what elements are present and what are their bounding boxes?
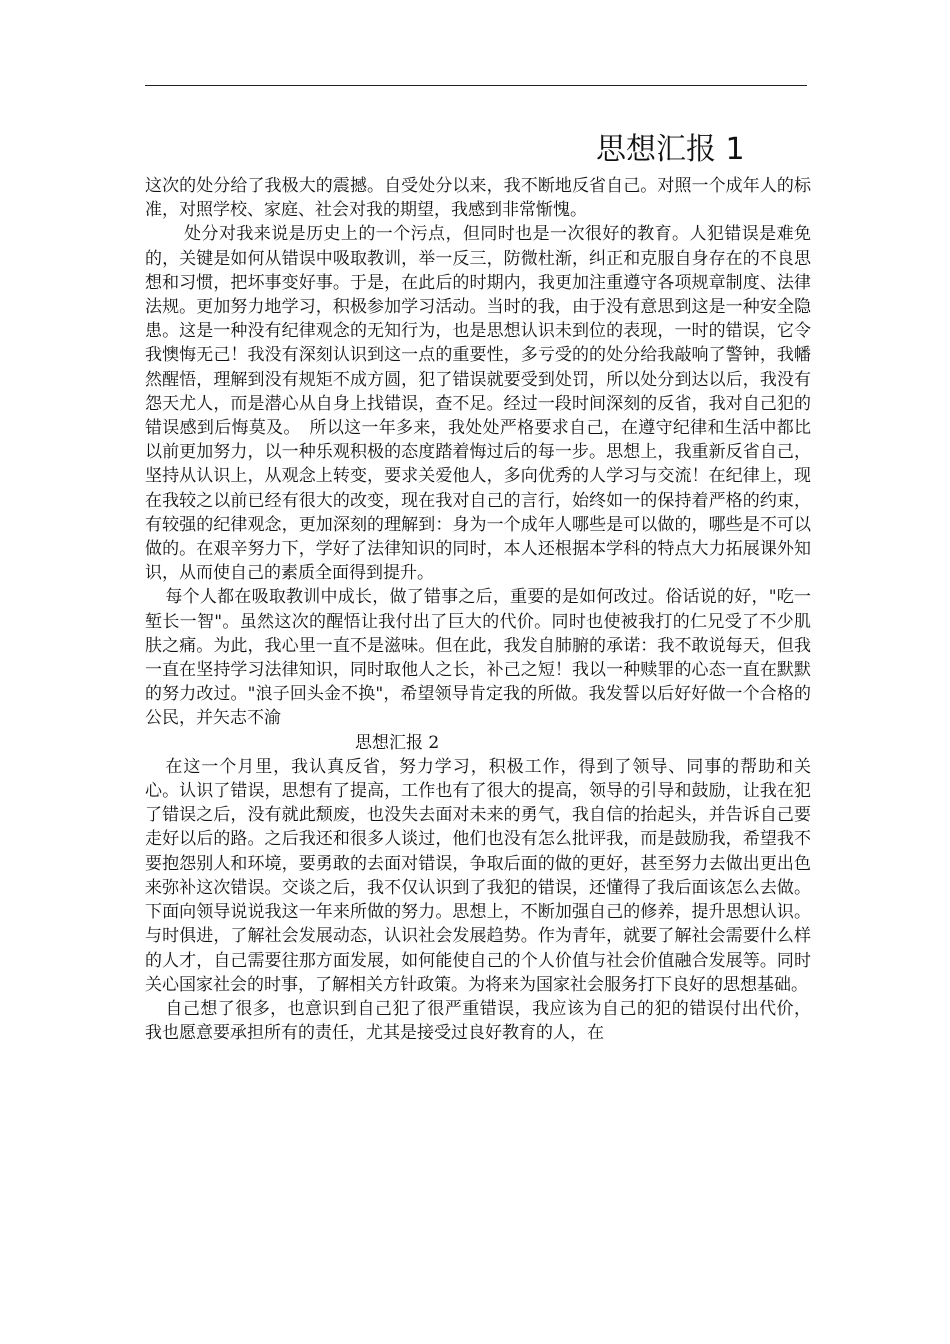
header-rule (145, 85, 807, 86)
paragraph-4: 在这一个月里，我认真反省，努力学习，积极工作，得到了领导、同事的帮助和关心。认识了错误，思想有了提高，工作也有了很大的提高，领导的引导和鼓励，让我在犯了错误之后，没有就此颓废，也没失去面对未来的勇气，我自信的抬起头，并告诉自己要走好以后的路。之后我还和很多人谈过，他们也没有怎么批评我，而是鼓励我，希望我不要抱怨别人和环境，要勇敢的去面对错误，争取后面的做的更好，甚至努力去做出更出色来弥补这次错误。交谈之后，我不仅认识到了我犯的错误，还懂得了我后面该怎么去做。下面向领导说说我这一年来所做的努力。思想上，不断加强自己的修养，提升思想认识。与时俱进，了解社会发展动态，认识社会发展趋势。作为青年，就要了解社会需要什么样的人才，自己需要往那方面发展，如何能使自己的个人价值与社会价值融合发展等。同时关心国家社会的时事，了解相关方针政策。为将来为国家社会服务打下良好的思想基础。 (145, 756, 811, 995)
report-title-2: 思想汇报 2 (355, 732, 440, 753)
report-title-1: 思想汇报 1 (596, 132, 745, 167)
paragraph-2: 处分对我来说是历史上的一个污点，但同时也是一次很好的教育。人犯错误是难免的，关键是如何从错误中吸取教训，举一反三，防微杜渐，纠正和克服自身存在的不良思想和习惯，把坏事变好事。于是，在此后的时期内，我更加注重遵守各项规章制度、法律法规。更加努力地学习，积极参加学习活动。当时的我，由于没有意思到这是一种安全隐患。这是一种没有纪律观念的无知行为，也是思想认识未到位的表现，一时的错误，它令我懊悔无己！我没有深刻认识到这一点的重要性，多亏受的的处分给我敲响了警钟，我幡然醒悟，理解到没有规矩不成方圆，犯了错误就要受到处罚，所以处分到达以后，我没有怨天尤人，而是潜心从自身上找错误，查不足。经过一段时间深刻的反省，我对自己犯的错误感到后悔莫及。 所以这一年多来，我处处严格要求自己，在遵守纪律和生活中都比以前更加努力，以一种乐观积极的态度踏着悔过后的每一步。思想上，我重新反省自己，坚持从认识上，从观念上转变，要求关爱他人，多向优秀的人学习与交流！在纪律上，现在我较之以前已经有很大的改变，现在我对自己的言行，始终如一的保持着严格的约束，有较强的纪律观念，更加深刻的理解到：身为一个成年人哪些是可以做的，哪些是不可以做的。在艰辛努力下，学好了法律知识的同时，本人还根据本学科的特点大力拓展课外知识，从而使自己的素质全面得到提升。 (145, 224, 811, 584)
paragraph-5: 自己想了很多，也意识到自己犯了很严重错误，我应该为自己的犯的错误付出代价，我也愿意要承担所有的责任，尤其是接受过良好教育的人，在 (145, 998, 811, 1044)
paragraph-3: 每个人都在吸取教训中成长，做了错事之后，重要的是如何改过。俗话说的好，"吃一堑长一智"。虽然这次的醒悟让我付出了巨大的代价。同时也使被我打的仁兄受了不少肌肤之痛。为此，我心里一直不是滋味。但在此，我发自肺腑的承诺：我不敢说每天，但我一直在坚持学习法律知识，同时取他人之长，补己之短！我以一种赎罪的心态一直在默默的努力改过。"浪子回头金不换"，希望领导肯定我的所做。我发誓以后好好做一个合格的公民，并矢志不渝 (145, 587, 811, 729)
document-body (145, 174, 811, 1045)
paragraph-1: 这次的处分给了我极大的震撼。自受处分以来，我不断地反省自己。对照一个成年人的标准，对照学校、家庭、社会对我的期望，我感到非常惭愧。 (145, 176, 811, 221)
